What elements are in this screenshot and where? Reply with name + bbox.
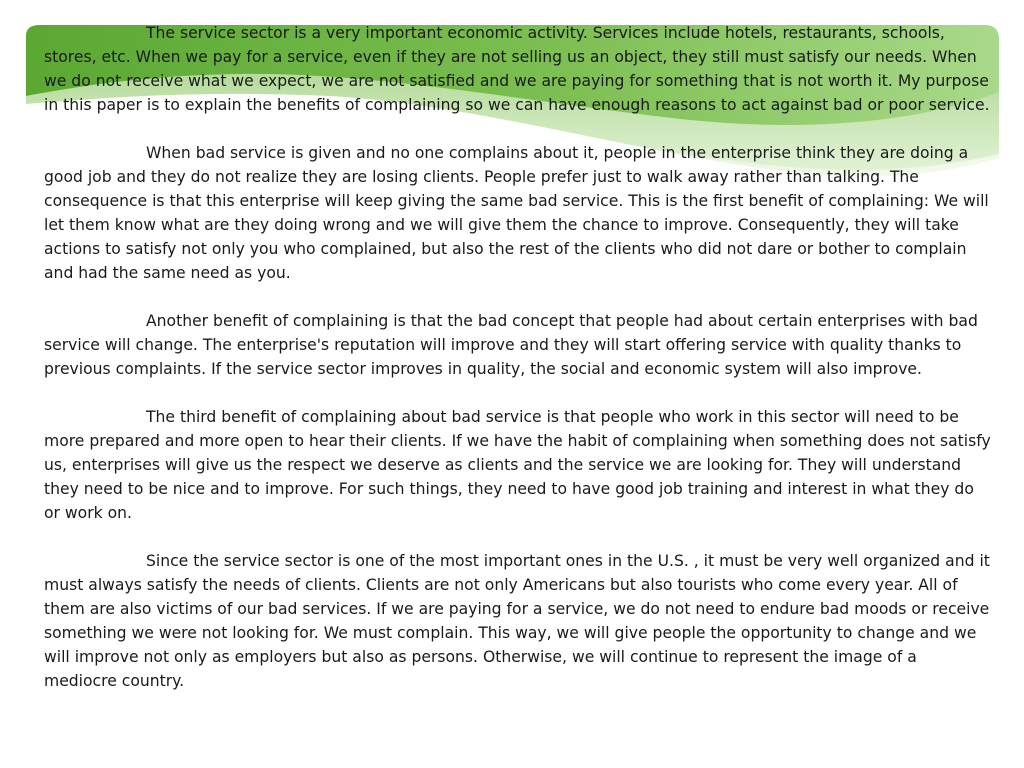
document-body [44, 21, 994, 693]
paragraph-first-benefit: When bad service is given and no one complains about it, people in the enterprise think they are doing a good job and they do not realize they are losing clients. People prefer just to walk away rather than talking. The consequence is that this enterprise will keep giving the same bad service. This is the first benefit of complaining: We will let them know what are they doing wrong and we will give them the chance to improve. Consequently, they will take actions to satisfy not only you who complained, but also the rest of the clients who did not dare or bother to complain and had the same need as you. [44, 144, 989, 282]
paragraph-second-benefit: Another benefit of complaining is that the bad concept that people had about certain enterprises with bad service will change. The enterprise's reputation will improve and they will start offering service with quality thanks to previous complaints. If the service sector improves in quality, the social and economic system will also improve. [44, 312, 978, 378]
paragraph-conclusion: Since the service sector is one of the most important ones in the U.S. , it must be very well organized and it must always satisfy the needs of clients. Clients are not only Americans but also tourists who come every year. All of them are also victims of our bad services. If we are paying for a service, we do not need to endure bad moods or receive something we were not looking for. We must complain. This way, we will give people the opportunity to change and we will improve not only as employers but also as persons. Otherwise, we will continue to represent the image of a mediocre country. [44, 552, 990, 690]
paragraph-third-benefit: The third benefit of complaining about bad service is that people who work in this sector will need to be more prepared and more open to hear their clients. If we have the habit of complaining when something does not satisfy us, enterprises will give us the respect we deserve as clients and the service we are looking for. They will understand they need to be nice and to improve. For such things, they need to have good job training and interest in what they do or work on. [44, 408, 991, 522]
paragraph-intro: The service sector is a very important economic activity. Services include hotels, restaurants, schools, stores, etc. When we pay for a service, even if they are not selling us an object, they still must satisfy our needs. When we do not receive what we expect, we are not satisfied and we are paying for something that is not worth it. My purpose in this paper is to explain the benefits of complaining so we can have enough reasons to act against bad or poor service. [44, 24, 990, 114]
